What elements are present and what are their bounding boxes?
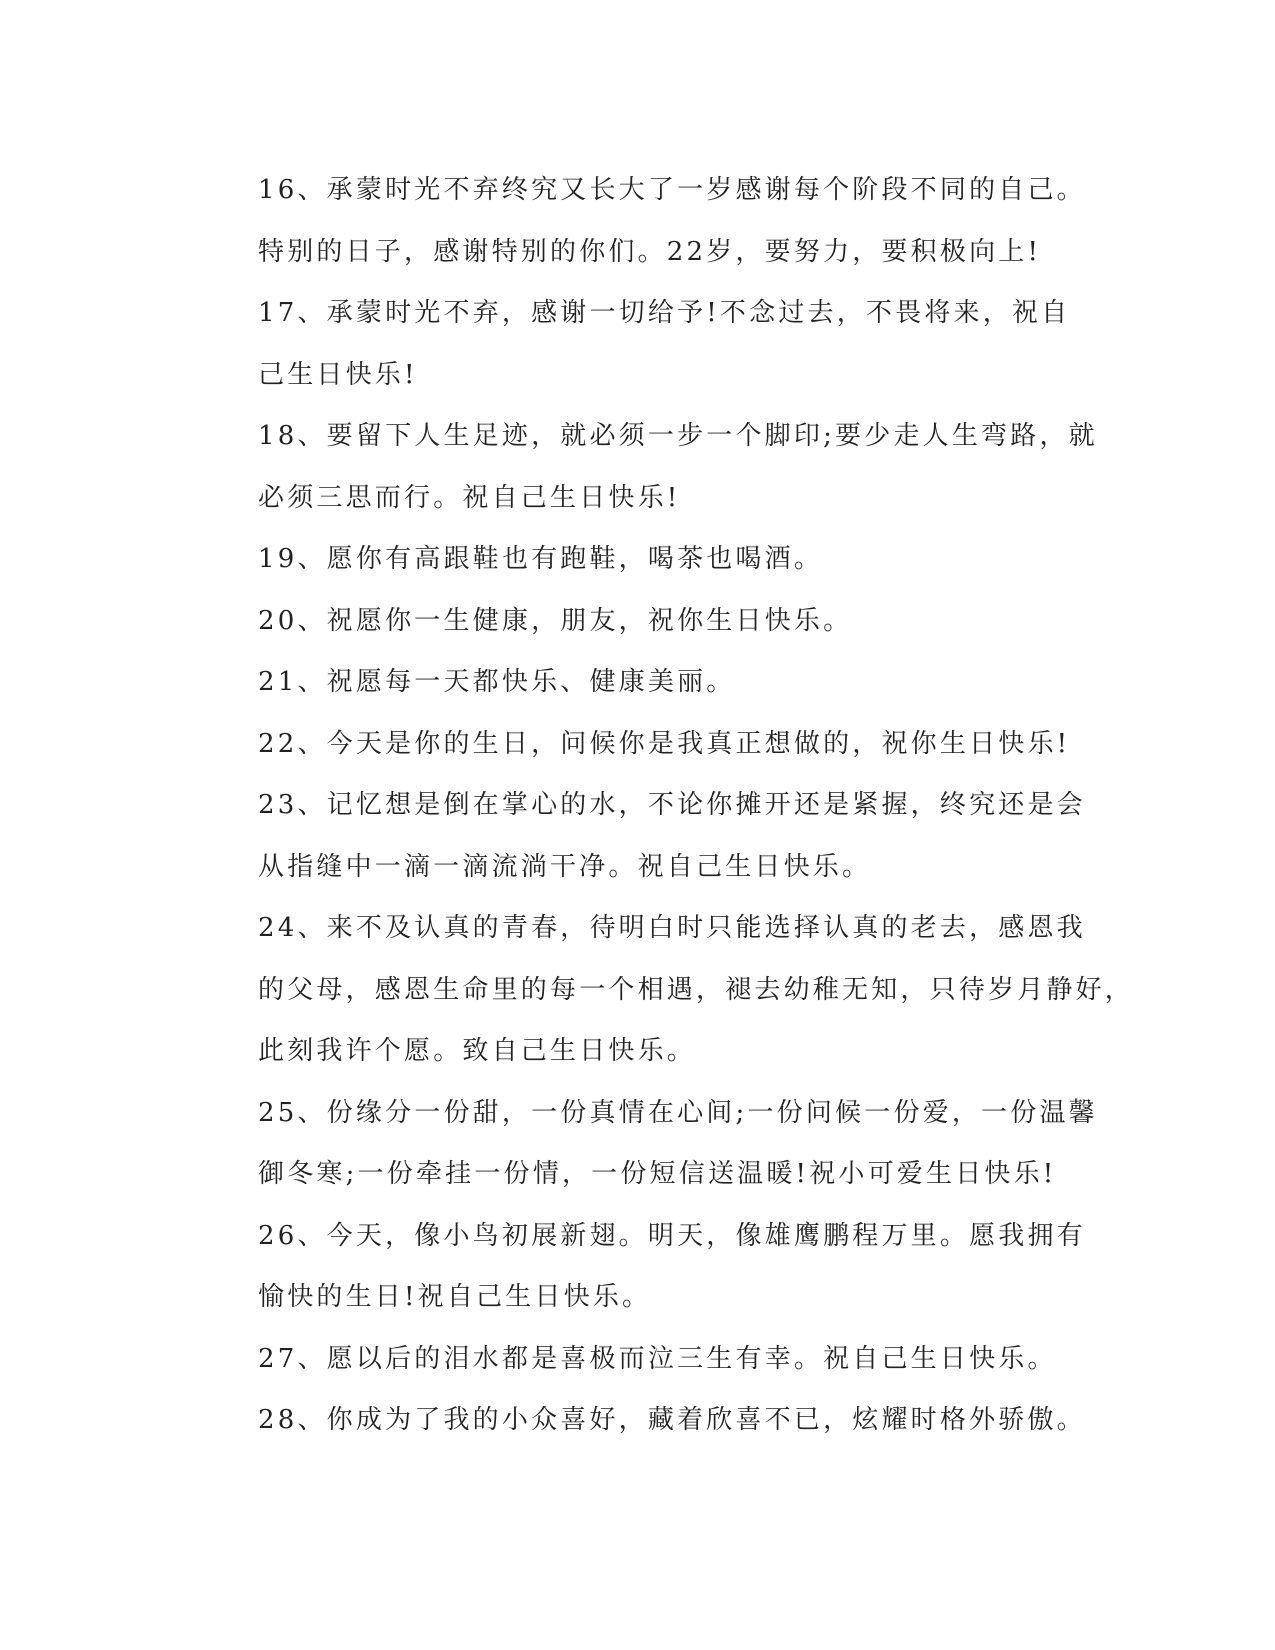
paragraph-20	[186, 591, 1086, 653]
paragraph-19	[186, 529, 1086, 591]
paragraph-line: 16、承蒙时光不弃终究又长大了一岁感谢每个阶段不同的自己。	[258, 175, 1086, 205]
paragraph-23	[186, 775, 1086, 898]
paragraph-line: 26、今天，像小鸟初展新翅。明天，像雄鹰鹏程万里。愿我拥有	[258, 1220, 1086, 1251]
paragraph-line: 从指缝中一滴一滴流淌干净。祝自己生日快乐。	[258, 851, 872, 882]
paragraph-line: 的父母，感恩生命里的每一个相遇，褪去幼稚无知，只待岁月静好，	[258, 974, 1135, 1005]
paragraph-line: 21、祝愿每一天都快乐、健康美丽。	[258, 667, 736, 697]
paragraph-25	[186, 1083, 1098, 1206]
paragraph-line: 18、要留下人生足迹，就必须一步一个脚印;要少走人生弯路，就	[258, 421, 1098, 451]
paragraph-line: 御冬寒;一份牵挂一份情，一份短信送温暖!祝小可爱生日快乐!	[258, 1159, 1057, 1189]
paragraph-line: 24、来不及认真的青春，待明白时只能选择认真的老去，感恩我	[258, 913, 1086, 943]
paragraph-line: 特别的日子，感谢特别的你们。22岁，要努力，要积极向上!	[258, 236, 1042, 267]
paragraph-line: 19、愿你有高跟鞋也有跑鞋，喝茶也喝酒。	[258, 544, 824, 574]
paragraph-16	[186, 160, 1086, 283]
paragraph-18	[186, 406, 1098, 529]
paragraph-line: 此刻我许个愿。致自己生日快乐。	[258, 1036, 697, 1066]
document-body	[186, 160, 1135, 1452]
paragraph-26	[186, 1206, 1086, 1329]
paragraph-28	[186, 1390, 1086, 1452]
paragraph-line: 27、愿以后的泪水都是喜极而泣三生有幸。祝自己生日快乐。	[258, 1343, 1057, 1374]
paragraph-line: 己生日快乐!	[258, 359, 418, 390]
paragraph-17	[186, 283, 1086, 406]
paragraph-line: 必须三思而行。祝自己生日快乐!	[258, 482, 681, 513]
paragraph-21	[186, 652, 1086, 714]
paragraph-line: 25、份缘分一份甜，一份真情在心间;一份问候一份爱，一份温馨	[258, 1097, 1098, 1128]
paragraph-22	[186, 714, 1086, 776]
paragraph-line: 愉快的生日!祝自己生日快乐。	[258, 1282, 652, 1312]
paragraph-24	[186, 898, 1135, 1083]
paragraph-27	[186, 1329, 1086, 1391]
paragraph-line: 28、你成为了我的小众喜好，藏着欣喜不已，炫耀时格外骄傲。	[258, 1405, 1086, 1435]
paragraph-line: 23、记忆想是倒在掌心的水，不论你摊开还是紧握，终究还是会	[258, 790, 1086, 820]
paragraph-line: 22、今天是你的生日，问候你是我真正想做的，祝你生日快乐!	[258, 728, 1071, 759]
paragraph-line: 17、承蒙时光不弃，感谢一切给予!不念过去，不畏将来，祝自	[258, 298, 1071, 328]
paragraph-line: 20、祝愿你一生健康，朋友，祝你生日快乐。	[258, 605, 853, 636]
